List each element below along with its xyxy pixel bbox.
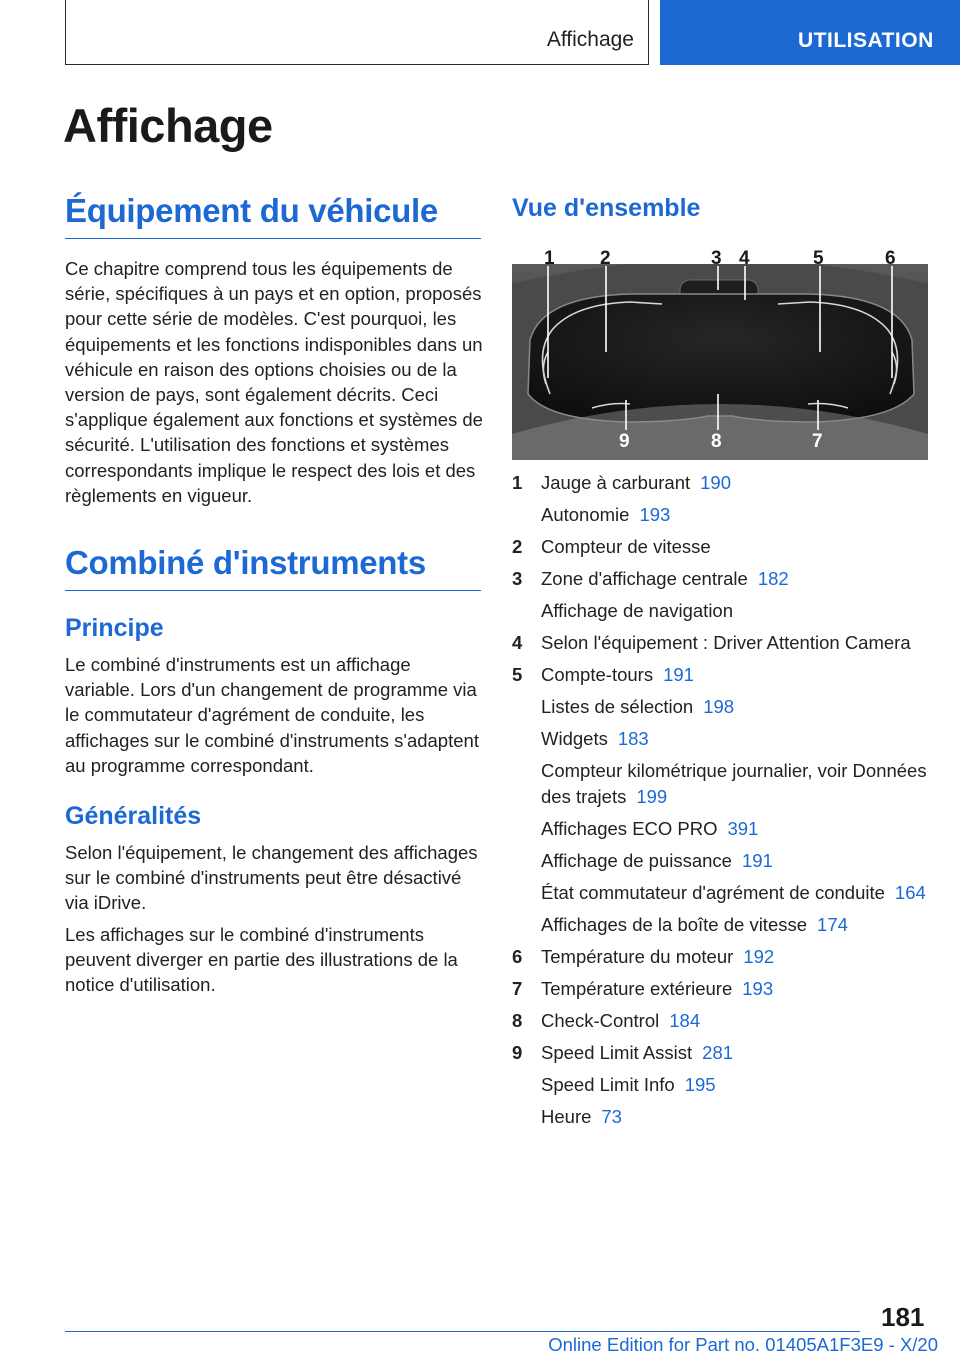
legend-item-text: Compte-tours bbox=[541, 664, 654, 685]
legend-item-text: Affichage de puissance bbox=[541, 849, 732, 871]
legend-item bbox=[512, 1008, 952, 1034]
legend-item bbox=[512, 912, 952, 938]
legend-item-body bbox=[541, 566, 952, 592]
legend-item-number bbox=[512, 726, 541, 752]
footer-rule bbox=[65, 1331, 860, 1332]
page-reference-link[interactable]: 195 bbox=[684, 1073, 716, 1095]
legend-item-text: Affichages de la boîte de vitesse bbox=[541, 913, 808, 935]
legend-item-number bbox=[512, 694, 541, 720]
legend-item bbox=[512, 534, 952, 560]
legend-item-text: Check-Control bbox=[541, 1009, 660, 1031]
general-heading: Généralités bbox=[65, 802, 202, 830]
legend-item-number bbox=[512, 1104, 541, 1130]
page-reference-link[interactable]: 190 bbox=[700, 472, 732, 493]
legend-item-body bbox=[541, 912, 952, 938]
legend-item-text: Température extérieure bbox=[541, 977, 733, 999]
legend-item-number: 5 bbox=[512, 664, 523, 685]
equipment-heading: Équipement du véhicule bbox=[65, 192, 481, 239]
legend-item bbox=[512, 630, 952, 656]
legend-item-number: 3 bbox=[512, 568, 523, 589]
legend-item-text: Heure bbox=[541, 1105, 592, 1127]
legend-item bbox=[512, 502, 952, 528]
page-reference-link[interactable]: 391 bbox=[727, 817, 759, 839]
legend-item-text: Jauge à carburant bbox=[541, 472, 691, 493]
legend-item bbox=[512, 1072, 952, 1098]
page-reference-link[interactable]: 199 bbox=[636, 785, 668, 807]
legend-item-body bbox=[541, 1104, 952, 1130]
legend-item-number bbox=[512, 758, 541, 809]
general-body-2: Les affichages sur le combiné d'instruments peuvent diverger en partie des illustrations de la notice d'utilisation. bbox=[65, 924, 458, 996]
legend-item-body bbox=[541, 848, 952, 874]
page-reference-link[interactable]: 192 bbox=[743, 945, 775, 967]
legend-item-text: Listes de sélection bbox=[541, 696, 694, 717]
legend-item bbox=[512, 880, 952, 906]
header-chapter-tab bbox=[660, 0, 960, 65]
callout-2: 2 bbox=[600, 248, 611, 269]
page-reference-link[interactable]: 193 bbox=[639, 504, 671, 525]
callout-9: 9 bbox=[619, 431, 630, 452]
legend-item-body bbox=[541, 758, 952, 809]
footer-edition: Online Edition for Part no. 01405A1F3E9 - X/20 bbox=[548, 1334, 938, 1355]
legend-item-number: 8 bbox=[512, 1009, 523, 1031]
page-reference-link[interactable]: 182 bbox=[757, 568, 789, 589]
header-section-tab bbox=[65, 0, 649, 65]
equipment-body: Ce chapitre comprend tous les équipements de série, spécifiques à un pays et en option, proposés pour cette série de modèles. C'est pourquoi, les équipements et les fonctions indisponibles dans un véhicule en raison des options choisies ou de la version de pays, sont également décrits. Ceci s'applique également aux fonctions et systèmes de sécurité. L'utilisation des fonctions et systèmes correspondants implique le respect des lois et des règlements en vigueur. bbox=[65, 258, 483, 506]
legend-item-body bbox=[541, 880, 952, 906]
callout-3: 3 bbox=[711, 248, 722, 269]
page-reference-link[interactable]: 193 bbox=[742, 977, 774, 999]
legend-item-number bbox=[512, 912, 541, 938]
callout-legend-list bbox=[512, 470, 952, 1136]
legend-item-number: 2 bbox=[512, 536, 523, 557]
legend-item bbox=[512, 598, 952, 624]
page-reference-link[interactable]: 73 bbox=[601, 1105, 622, 1127]
legend-item bbox=[512, 976, 952, 1002]
legend-item bbox=[512, 944, 952, 970]
principle-heading: Principe bbox=[65, 614, 164, 642]
page-number: 181 bbox=[881, 1302, 925, 1332]
legend-item-body bbox=[541, 694, 952, 720]
callout-5: 5 bbox=[813, 248, 824, 269]
legend-item bbox=[512, 726, 952, 752]
general-body-1: Selon l'équipement, le changement des affichages sur le combiné d'instruments peut être désactivé via iDrive. bbox=[65, 842, 478, 914]
legend-item-body bbox=[541, 662, 952, 688]
legend-item-text: Widgets bbox=[541, 728, 608, 749]
callout-4: 4 bbox=[739, 248, 750, 269]
header-chapter-label: UTILISATION bbox=[798, 29, 934, 52]
legend-item-body bbox=[541, 944, 952, 970]
legend-item-text: Affichages ECO PRO bbox=[541, 817, 718, 839]
legend-item-body bbox=[541, 976, 952, 1002]
principle-body: Le combiné d'instruments est un affichage variable. Lors d'un changement de programme via le commutateur d'agrément de conduite, les affichages sur le combiné d'instruments s'adaptent au programme correspondant. bbox=[65, 654, 479, 776]
legend-item-number: 6 bbox=[512, 945, 523, 967]
legend-item-body bbox=[541, 726, 952, 752]
legend-item-number: 9 bbox=[512, 1041, 523, 1063]
page-reference-link[interactable]: 281 bbox=[702, 1041, 734, 1063]
page-reference-link[interactable]: 191 bbox=[663, 664, 694, 685]
callout-6: 6 bbox=[885, 248, 896, 269]
instrument-cluster-illustration bbox=[512, 244, 928, 460]
legend-item-text: État commutateur d'agrément de conduite bbox=[541, 881, 885, 903]
page-reference-link[interactable]: 184 bbox=[669, 1009, 701, 1031]
legend-item-text: Speed Limit Assist bbox=[541, 1041, 693, 1063]
cluster-heading: Combiné d'instruments bbox=[65, 544, 481, 591]
callout-1: 1 bbox=[544, 248, 555, 269]
callout-8: 8 bbox=[711, 431, 722, 452]
legend-item bbox=[512, 816, 952, 842]
page-reference-link[interactable]: 183 bbox=[617, 728, 649, 749]
legend-item-text: Affichage de navigation bbox=[541, 600, 734, 621]
legend-item-number: 1 bbox=[512, 472, 523, 493]
legend-item-number bbox=[512, 598, 541, 624]
legend-item-text: Compteur de vitesse bbox=[541, 536, 711, 557]
legend-item-body bbox=[541, 534, 952, 560]
legend-item-body bbox=[541, 598, 952, 624]
legend-item-number: 4 bbox=[512, 632, 523, 653]
instrument-cluster-figure bbox=[512, 244, 928, 460]
callout-7: 7 bbox=[812, 431, 823, 452]
page-title: Affichage bbox=[63, 99, 273, 152]
page-reference-link[interactable]: 164 bbox=[894, 881, 926, 903]
legend-item-body bbox=[541, 816, 952, 842]
legend-item-number bbox=[512, 816, 541, 842]
legend-item bbox=[512, 694, 952, 720]
legend-item-body bbox=[541, 630, 952, 656]
legend-item-text: Température du moteur bbox=[541, 945, 734, 967]
legend-item-text: Speed Limit Info bbox=[541, 1073, 675, 1095]
legend-item-text: Autonomie bbox=[541, 504, 630, 525]
legend-item-body bbox=[541, 1008, 952, 1034]
legend-item bbox=[512, 470, 952, 496]
legend-item bbox=[512, 662, 952, 688]
legend-item bbox=[512, 1104, 952, 1130]
legend-item-body bbox=[541, 470, 952, 496]
legend-item bbox=[512, 1040, 952, 1066]
legend-item-body bbox=[541, 1072, 952, 1098]
legend-item bbox=[512, 566, 952, 592]
page-reference-link[interactable]: 198 bbox=[703, 696, 735, 717]
header-section-label: Affichage bbox=[546, 28, 634, 51]
page-reference-link[interactable]: 174 bbox=[817, 913, 848, 935]
legend-item-text: Selon l'équipement : Driver Attention Camera bbox=[541, 632, 911, 653]
legend-item-text: Compteur kilométrique journalier, voir Données des trajets bbox=[541, 760, 927, 807]
legend-item-number bbox=[512, 1072, 541, 1098]
overview-heading: Vue d'ensemble bbox=[512, 194, 701, 222]
legend-item-body bbox=[541, 502, 952, 528]
legend-item-text: Zone d'affichage centrale bbox=[541, 568, 748, 589]
legend-item bbox=[512, 848, 952, 874]
legend-item-number bbox=[512, 502, 541, 528]
legend-item-body bbox=[541, 1040, 952, 1066]
legend-item-number bbox=[512, 880, 541, 906]
legend-item-number: 7 bbox=[512, 977, 523, 999]
page-reference-link[interactable]: 191 bbox=[741, 849, 773, 871]
legend-item-number bbox=[512, 848, 541, 874]
legend-item bbox=[512, 758, 952, 809]
